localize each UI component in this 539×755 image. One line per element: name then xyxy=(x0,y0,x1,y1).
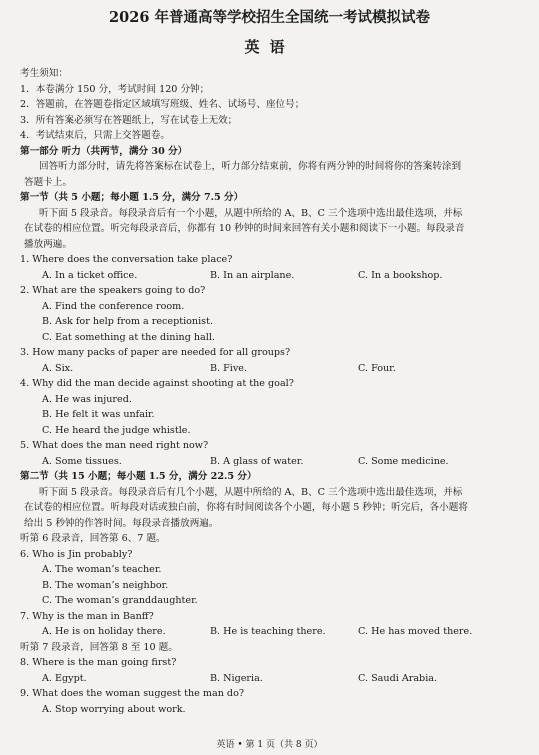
option-b: B. He felt it was unfair. xyxy=(42,409,155,420)
notice-item: 4．考试结束后，只需上交答题卷。 xyxy=(20,130,171,141)
option-a: A. He is on holiday there. xyxy=(42,626,166,637)
notice-item: 3．所有答案必须写在答题纸上，写在试卷上无效； xyxy=(20,114,238,126)
option-b: B. The woman’s neighbor. xyxy=(42,579,169,591)
options-row xyxy=(20,361,520,377)
section1-instruction: 播放两遍。 xyxy=(24,238,72,250)
option-b: B. Nigeria. xyxy=(210,672,263,684)
part1-instruction: 答题卡上。 xyxy=(24,176,72,188)
question-stem: 2. What are the speakers going to do? xyxy=(20,285,206,296)
option-a: A. The woman’s teacher. xyxy=(42,564,162,575)
option-b: B. Ask for help from a receptionist. xyxy=(42,316,214,327)
option-b: B. In an airplane. xyxy=(210,269,295,281)
audio-instruction: 听第 6 段录音，回答第 6、7 题。 xyxy=(20,533,166,544)
section1-instruction: 听下面 5 段录音。每段录音后有一个小题，从题中所给的 A、B、C 三个选项中选出最佳选项，并标 xyxy=(39,207,463,219)
audio-instruction: 听第 7 段录音，回答第 8 至 10 题。 xyxy=(20,641,178,653)
question-stem: 9. What does the woman suggest the man do? xyxy=(20,688,244,699)
section2-instruction: 听下面 5 段录音。每段录音后有几个小题，从题中所给的 A、B、C 三个选项中选出最佳选项，并标 xyxy=(39,486,463,498)
section2-instruction: 在试卷的相应位置。听每段对话或独白前，你将有时间阅读各个小题，每小题 5 秒钟；听完后，各小题将 xyxy=(24,502,468,513)
options-row xyxy=(20,624,520,640)
page-footer: 英语 • 第 1 页（共 8 页） xyxy=(216,740,323,750)
options-row xyxy=(20,454,520,470)
section2-heading: 第二节（共 15 小题；每小题 1.5 分，满分 22.5 分） xyxy=(20,471,257,482)
part1-instruction: 回答听力部分时，请先将答案标在试卷上，听力部分结束前，你将有两分钟的时间将你的答案转涂到 xyxy=(39,161,462,172)
options-row xyxy=(20,268,520,284)
option-c: C. Four. xyxy=(358,362,396,374)
option-c: C. Some medicine. xyxy=(358,455,449,467)
exam-title: 2026 年普通高等学校招生全国统一考试模拟试卷 xyxy=(109,9,430,26)
part1-heading: 第一部分 听力（共两节，满分 30 分） xyxy=(20,145,188,157)
subject-title: 英语 xyxy=(244,38,295,56)
question-stem: 5. What does the man need right now? xyxy=(20,440,209,451)
option-c: C. He has moved there. xyxy=(358,626,473,637)
question-stem: 3. How many packs of paper are needed for all groups? xyxy=(20,347,291,358)
option-c: C. The woman’s granddaughter. xyxy=(42,595,198,606)
option-a: A. Six. xyxy=(42,362,74,374)
option-a: A. Egypt. xyxy=(42,672,87,684)
option-a: A. In a ticket office. xyxy=(42,269,138,281)
section2-instruction: 给出 5 秒钟的作答时间。每段录音播放两遍。 xyxy=(24,517,219,529)
notice-item: 1．本卷满分 150 分，考试时间 120 分钟； xyxy=(20,83,210,95)
option-a: A. Some tissues. xyxy=(42,455,122,467)
question-stem: 6. Who is Jin probably? xyxy=(20,548,133,560)
option-a: A. He was injured. xyxy=(42,393,132,405)
notice-heading: 考生须知： xyxy=(20,68,68,79)
option-b: B. Five. xyxy=(210,362,248,374)
question-stem: 4. Why did the man decide against shooting at the goal? xyxy=(20,378,294,389)
section1-instruction: 在试卷的相应位置。听完每段录音后，你都有 10 秒钟的时间来回答有关小题和阅读下一小题。每段录音 xyxy=(24,223,465,234)
exam-content xyxy=(20,66,520,717)
option-a: A. Find the conference room. xyxy=(42,300,185,312)
option-b: B. A glass of water. xyxy=(210,455,304,467)
option-c: C. He heard the judge whistle. xyxy=(42,424,191,436)
question-stem: 7. Why is the man in Banff? xyxy=(20,610,154,622)
options-row xyxy=(20,671,520,687)
option-c: C. In a bookshop. xyxy=(358,269,443,281)
question-stem: 1. Where does the conversation take place? xyxy=(20,254,233,265)
option-b: B. He is teaching there. xyxy=(210,626,326,637)
question-stem: 8. Where is the man going first? xyxy=(20,657,177,668)
notice-item: 2．答题前，在答题卷指定区域填写班级、姓名、试场号、座位号； xyxy=(20,99,305,110)
section1-heading: 第一节（共 5 小题；每小题 1.5 分，满分 7.5 分） xyxy=(20,192,244,203)
option-c: C. Eat something at the dining hall. xyxy=(42,331,215,343)
option-c: C. Saudi Arabia. xyxy=(358,672,438,684)
option-a: A. Stop worrying about work. xyxy=(42,703,186,715)
